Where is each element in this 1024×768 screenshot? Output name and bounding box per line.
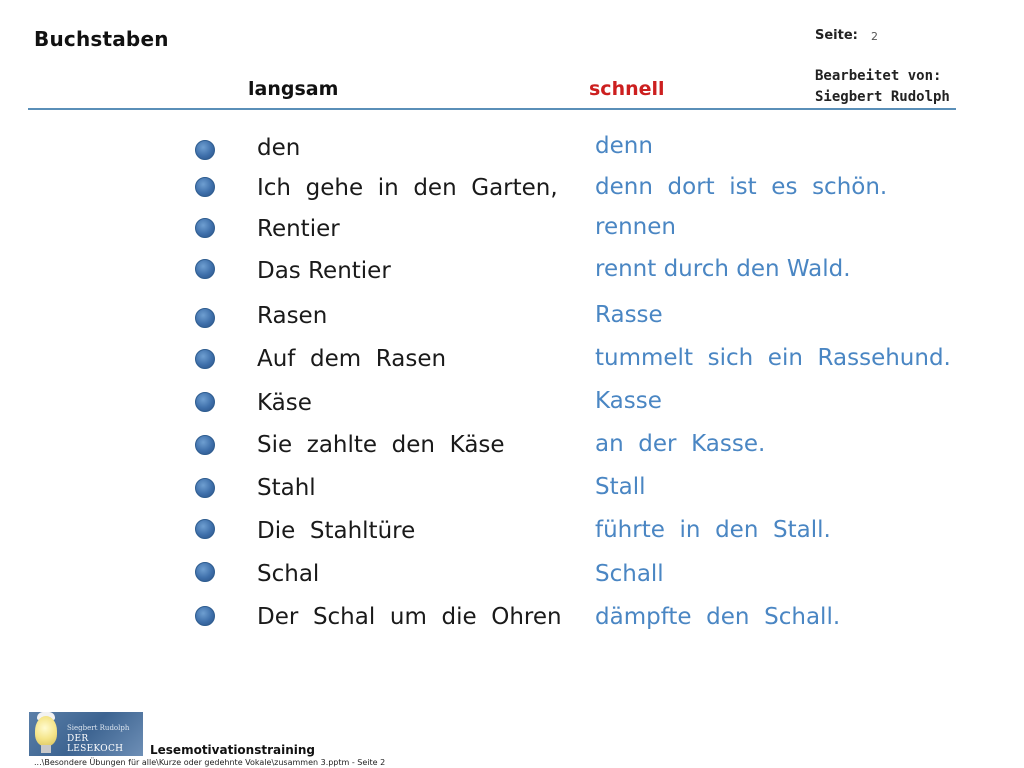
slow-text: Stahl: [257, 475, 316, 501]
slow-text: Ich gehe in den Garten,: [257, 175, 558, 201]
bullet-icon: [195, 435, 215, 455]
slow-text: Der Schal um die Ohren: [257, 604, 562, 630]
edited-by-label: Bearbeitet von:: [815, 68, 942, 84]
page-label: Seite:: [815, 28, 858, 43]
column-header-slow: langsam: [248, 78, 339, 100]
bullet-icon: [195, 606, 215, 626]
bullet-icon: [195, 478, 215, 498]
bullet-icon: [195, 140, 215, 160]
leseskoch-logo: [29, 712, 143, 756]
logo-brand: DER LESEKOCH: [67, 734, 124, 754]
editor-name: Siegbert Rudolph: [815, 89, 950, 105]
slow-text: Auf dem Rasen: [257, 346, 447, 372]
word-row: [0, 256, 1024, 290]
fast-text: denn dort ist es schön.: [595, 174, 888, 200]
word-row: [0, 302, 1024, 336]
page-number: 2: [871, 30, 878, 43]
footer-title: Lesemotivationstraining: [150, 743, 316, 757]
fast-text: Stall: [595, 474, 646, 500]
slow-text: Die Stahltüre: [257, 518, 416, 544]
edited-by: [815, 66, 950, 108]
slow-text: Schal: [257, 561, 320, 587]
fast-text: Schall: [595, 561, 664, 587]
word-row: [0, 431, 1024, 465]
bullet-icon: [195, 308, 215, 328]
fast-text: an der Kasse.: [595, 431, 766, 457]
light-bulb-icon: [35, 716, 57, 746]
word-row: [0, 517, 1024, 551]
fast-text: dämpfte den Schall.: [595, 604, 841, 630]
fast-text: rennen: [595, 214, 676, 240]
topic-title: Buchstaben: [34, 27, 169, 51]
bullet-icon: [195, 392, 215, 412]
word-row: [0, 345, 1024, 379]
slow-text: Sie zahlte den Käse: [257, 432, 505, 458]
fast-text: Kasse: [595, 388, 662, 414]
slow-text: den: [257, 135, 301, 161]
word-row: [0, 173, 1024, 207]
fast-text: Rasse: [595, 302, 663, 328]
word-row: [0, 214, 1024, 248]
column-header-fast: schnell: [589, 78, 665, 100]
word-row: [0, 388, 1024, 422]
word-row: [0, 603, 1024, 637]
word-row: [0, 474, 1024, 508]
slow-text: Rentier: [257, 216, 340, 242]
slow-text: Das Rentier: [257, 258, 391, 284]
fast-text: denn: [595, 133, 653, 159]
bullet-icon: [195, 562, 215, 582]
bullet-icon: [195, 519, 215, 539]
bullet-icon: [195, 218, 215, 238]
word-row: [0, 560, 1024, 594]
slow-text: Käse: [257, 390, 312, 416]
bulb-base-icon: [41, 745, 51, 753]
word-row: [0, 133, 1024, 167]
slow-text: Rasen: [257, 303, 328, 329]
fast-text: tummelt sich ein Rassehund.: [595, 345, 951, 371]
fast-text: führte in den Stall.: [595, 517, 831, 543]
bullet-icon: [195, 177, 215, 197]
bullet-icon: [195, 349, 215, 369]
header-divider: [28, 108, 956, 110]
fast-text: rennt durch den Wald.: [595, 256, 851, 282]
bullet-icon: [195, 259, 215, 279]
footer-file-path: ...\Besondere Übungen für alle\Kurze oder gedehnte Vokale\zusammen 3.pptm - Seite 2: [34, 758, 386, 767]
logo-author: Siegbert Rudolph: [67, 724, 130, 732]
